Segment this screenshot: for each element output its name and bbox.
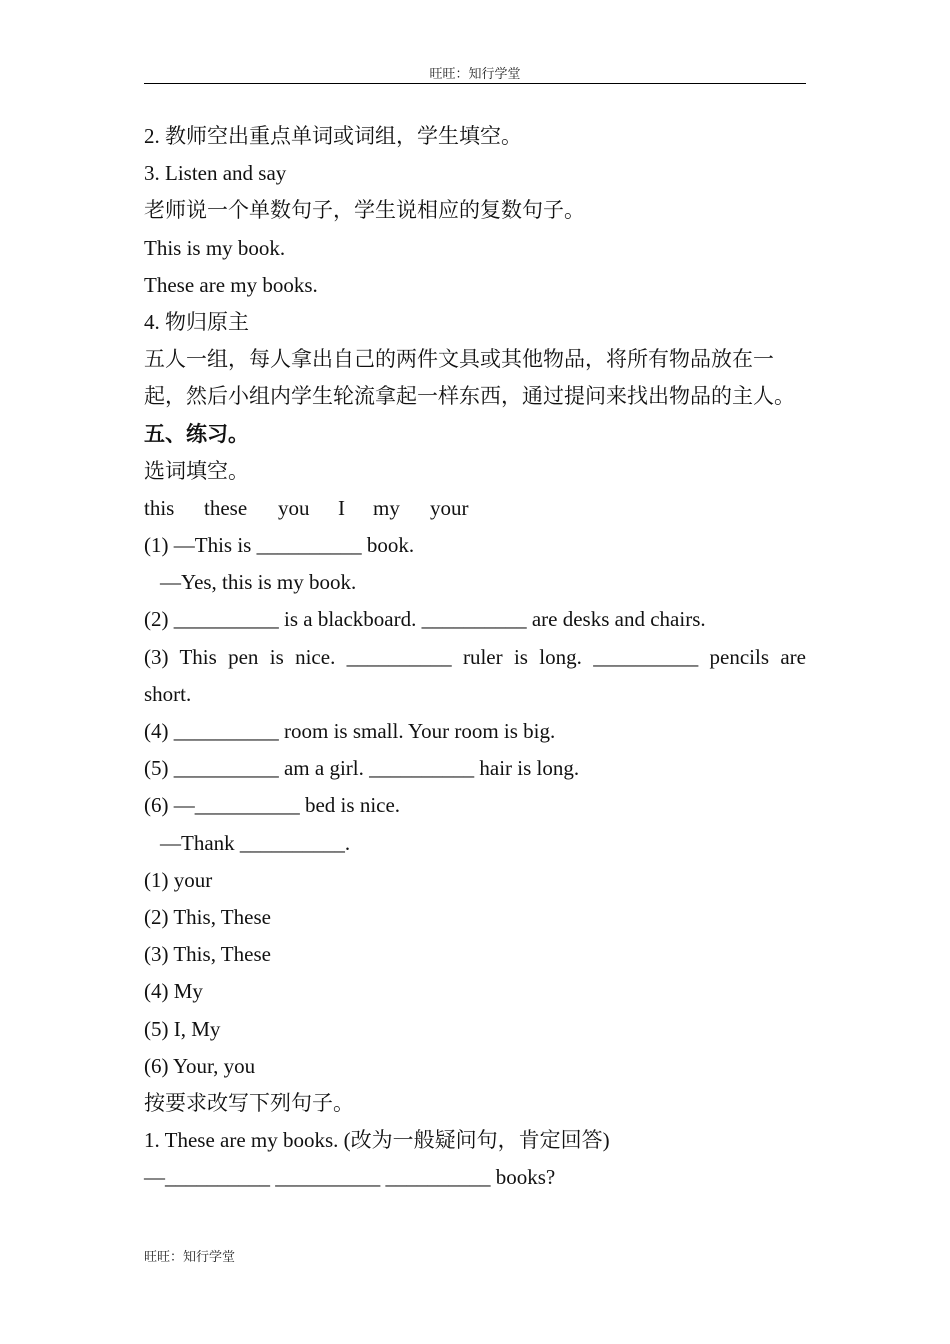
word-bank-item: I: [338, 495, 345, 520]
header-divider: [144, 83, 806, 84]
answer-6: (6) Your, you: [144, 1053, 256, 1078]
rewrite-question-1: 1. These are my books. (改为一般疑问句，肯定回答): [144, 1128, 610, 1153]
step-4-instruction-1: 五人一组，每人拿出自己的两件文具或其他物品，将所有物品放在一: [144, 347, 774, 372]
question-6-answer: —Thank __________.: [160, 830, 351, 855]
answer-3: (3) This, These: [144, 942, 271, 967]
word-bank-item: you: [278, 495, 310, 520]
question-4: (4) __________ room is small. Your room is big.: [144, 719, 556, 743]
question-1-answer: —Yes, this is my book.: [160, 570, 357, 595]
rewrite-heading: 按要求改写下列句子。: [144, 1090, 354, 1115]
question-1: (1) —This is __________ book.: [144, 533, 415, 558]
page-header: 旺旺：知行学堂: [429, 66, 521, 81]
question-5: (5) __________ am a girl. __________ hair is long.: [144, 756, 580, 781]
answer-1: (1) your: [144, 867, 213, 892]
step-4-title: 4. 物归原主: [144, 309, 249, 334]
word-bank-item: this: [144, 495, 175, 520]
question-3-cont: short.: [144, 681, 192, 706]
rewrite-question-1-blank: —__________ __________ __________ books?: [144, 1165, 556, 1190]
example-singular: This is my book.: [144, 235, 286, 260]
word-bank: [144, 490, 806, 527]
step-2-text: 2. 教师空出重点单词或词组，学生填空。: [144, 124, 522, 148]
word-bank-item: these: [204, 495, 248, 520]
example-plural: These are my books.: [144, 272, 318, 297]
question-2: (2) __________ is a blackboard. __________ are desks and chairs.: [144, 607, 706, 632]
step-3-title: 3. Listen and say: [144, 161, 287, 186]
word-bank-item: your: [430, 495, 469, 520]
step-4-instruction-2: 起，然后小组内学生轮流拿起一样东西，通过提问来找出物品的主人。: [144, 384, 795, 409]
section-5-heading: 五、练习。: [144, 421, 249, 446]
question-3: (3) This pen is nice. __________ ruler is long. __________ pencils are: [144, 644, 806, 669]
word-bank-item: my: [373, 495, 400, 520]
step-3-instruction: 老师说一个单数句子，学生说相应的复数句子。: [144, 198, 585, 223]
question-6: (6) —__________ bed is nice.: [144, 793, 401, 818]
answer-4: (4) My: [144, 979, 203, 1004]
answer-2: (2) This, These: [144, 904, 271, 929]
page-footer: 旺旺：知行学堂: [144, 1249, 236, 1264]
fill-in-heading: 选词填空。: [144, 458, 249, 483]
document-body: [144, 118, 806, 1196]
answer-5: (5) I, My: [144, 1016, 221, 1041]
